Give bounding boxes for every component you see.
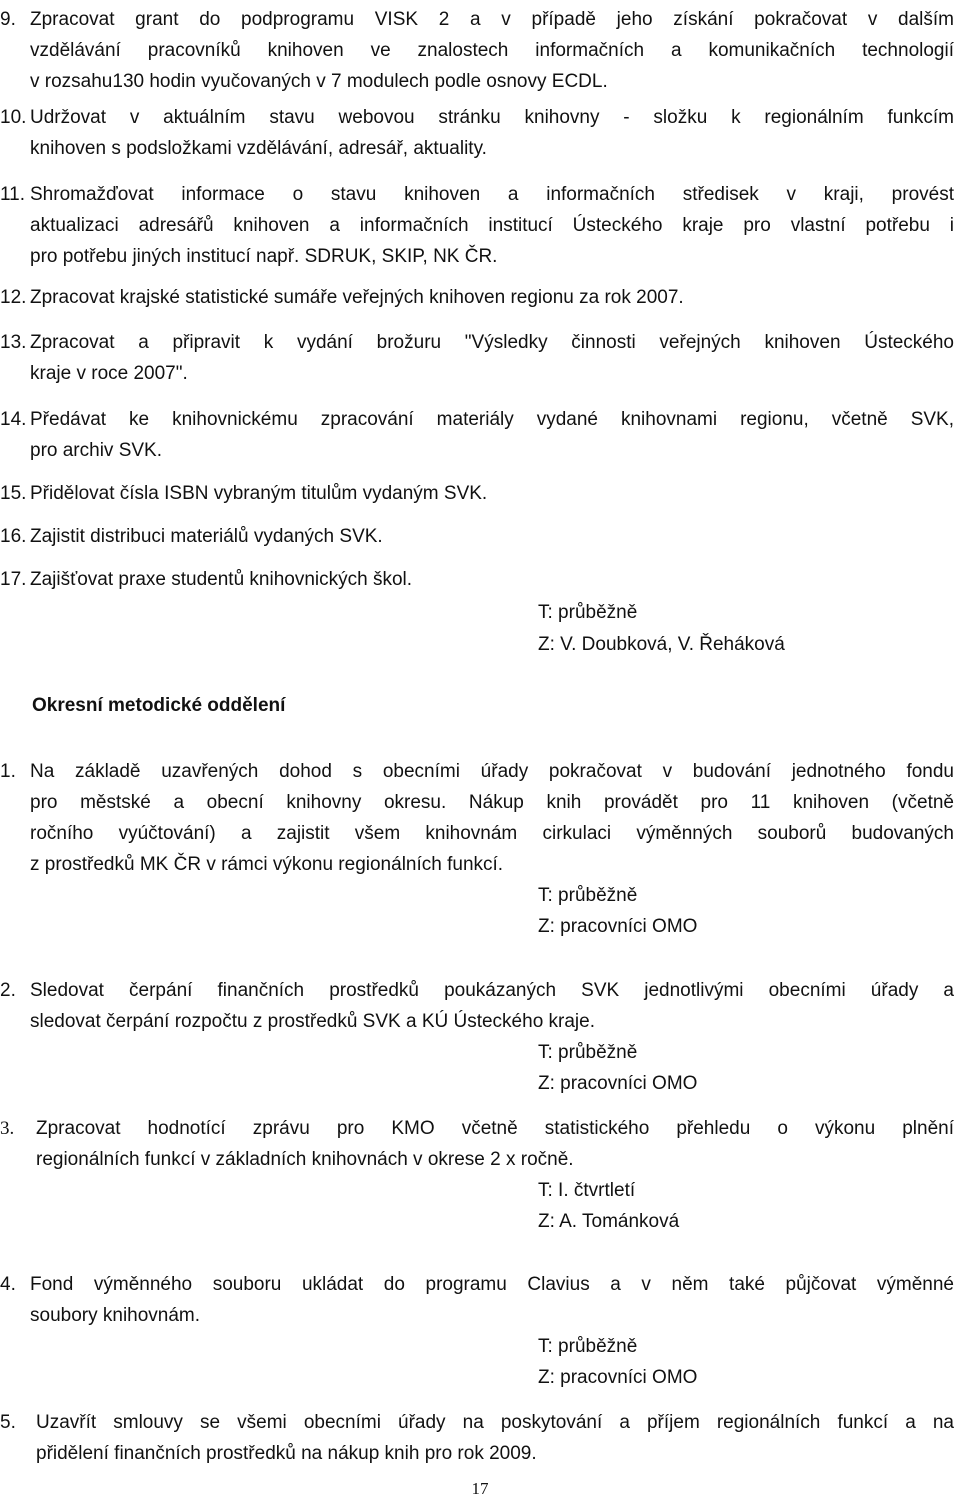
item-text	[30, 756, 954, 880]
item-number: 3.	[0, 1118, 15, 1139]
text-line: knihoven s podsložkami vzdělávání, adresář, aktuality.	[30, 138, 487, 159]
item-number: 2.	[0, 980, 16, 1001]
responsible-text: Z: pracovníci OMO	[538, 916, 698, 937]
text-line: Zajistit distribuci materiálů vydaných SVK.	[30, 526, 383, 547]
text-line: Udržovat v aktuálním stavu webovou stránku knihovny - složku k regionálním funkcím	[30, 107, 954, 128]
item-number: 16.	[0, 526, 27, 547]
text-line: Sledovat čerpání finančních prostředků poukázaných SVK jednotlivými obecními úřady a	[30, 980, 954, 1001]
text-line: Přidělovat čísla ISBN vybraným titulům vydaným SVK.	[30, 483, 488, 504]
text-line: Zajišťovat praxe studentů knihovnických škol.	[30, 569, 413, 590]
text-line: přidělení finančních prostředků na nákup knih pro rok 2009.	[36, 1443, 537, 1464]
item-text	[30, 564, 954, 595]
text-line: vzdělávání pracovníků knihoven ve znalostech informačních a komunikačních technologií	[30, 40, 954, 61]
item-text	[30, 282, 954, 313]
responsible-text: Z: A. Tománková	[538, 1211, 680, 1232]
text-line: Předávat ke knihovnickému zpracování materiály vydané knihovnami regionu, včetně SVK,	[30, 409, 954, 430]
item-text	[30, 1269, 954, 1331]
item-number: 15.	[0, 483, 27, 504]
text-line: sledovat čerpání rozpočtu z prostředků SVK a KÚ Ústeckého kraje.	[30, 1011, 595, 1032]
item-number: 11.	[0, 184, 26, 205]
text-line: Shromažďovat informace o stavu knihoven a informačních středisek v kraji, provést	[30, 184, 954, 205]
responsible-text: Z: pracovníci OMO	[538, 1367, 698, 1388]
item-text	[36, 1407, 954, 1469]
text-line: Zpracovat hodnotící zprávu pro KMO včetně statistického přehledu o výkonu plnění	[36, 1118, 954, 1139]
term-text: T: průběžně	[538, 602, 638, 623]
item-number: 1.	[0, 761, 16, 782]
text-line: ročního vyúčtování) a zajistit všem knihovnám cirkulaci výměnných souborů budovaných	[30, 823, 954, 844]
term-text: T: I. čtvrtletí	[538, 1180, 636, 1201]
text-line: Fond výměnného souboru ukládat do programu Clavius a v něm také půjčovat výměnné	[30, 1274, 954, 1295]
text-line: Zpracovat a připravit k vydání brožuru "Výsledky činnosti veřejných knihoven Ústeckého	[30, 332, 954, 353]
text-line: z prostředků MK ČR v rámci výkonu regionálních funkcí.	[30, 854, 504, 875]
item-text	[30, 327, 954, 389]
text-line: aktualizaci adresářů knihoven a informačních institucí Ústeckého kraje pro vlastní potřebu i	[30, 215, 954, 236]
term-text: T: průběžně	[538, 885, 638, 906]
term-text: T: průběžně	[538, 1336, 638, 1357]
text-line: pro potřebu jiných institucí např. SDRUK, SKIP, NK ČR.	[30, 246, 498, 267]
item-text	[30, 975, 954, 1037]
text-line: Zpracovat grant do podprogramu VISK 2 a v případě jeho získání pokračovat v dalším	[30, 9, 954, 30]
item-number: 5.	[0, 1412, 16, 1433]
item-text	[30, 478, 954, 509]
item-number: 14.	[0, 409, 27, 430]
item-text	[36, 1113, 954, 1175]
text-line: kraje v roce 2007".	[30, 363, 188, 384]
item-text	[30, 102, 954, 164]
item-text	[30, 404, 954, 466]
item-number: 4.	[0, 1274, 16, 1295]
text-line: v rozsahu130 hodin vyučovaných v 7 modulech podle osnovy ECDL.	[30, 71, 608, 92]
text-line: regionálních funkcí v základních knihovnách v okrese 2 x ročně.	[36, 1149, 574, 1170]
item-number: 17.	[0, 569, 27, 590]
item-number: 10.	[0, 107, 27, 128]
section-heading: Okresní metodické oddělení	[32, 695, 286, 716]
item-text	[30, 179, 954, 272]
text-line: Uzavřít smlouvy se všemi obecními úřady na poskytování a příjem regionálních funkcí a na	[36, 1412, 954, 1433]
text-line: pro městské a obecní knihovny okresu. Nákup knih provádět pro 11 knihoven (včetně	[30, 792, 954, 813]
text-line: Na základě uzavřených dohod s obecními úřady pokračovat v budování jednotného fondu	[30, 761, 954, 782]
responsible-text: Z: V. Doubková, V. Řeháková	[538, 634, 785, 655]
term-text: T: průběžně	[538, 1042, 638, 1063]
item-number: 13.	[0, 332, 27, 353]
responsible-text: Z: pracovníci OMO	[538, 1073, 698, 1094]
item-number: 12.	[0, 287, 27, 308]
item-text	[30, 521, 954, 552]
item-text	[30, 4, 954, 97]
text-line: Zpracovat krajské statistické sumáře veřejných knihoven regionu za rok 2007.	[30, 287, 684, 308]
item-number: 9.	[0, 9, 16, 30]
text-line: soubory knihovnám.	[30, 1305, 201, 1326]
page-number: 17	[471, 1479, 489, 1498]
text-line: pro archiv SVK.	[30, 440, 162, 461]
